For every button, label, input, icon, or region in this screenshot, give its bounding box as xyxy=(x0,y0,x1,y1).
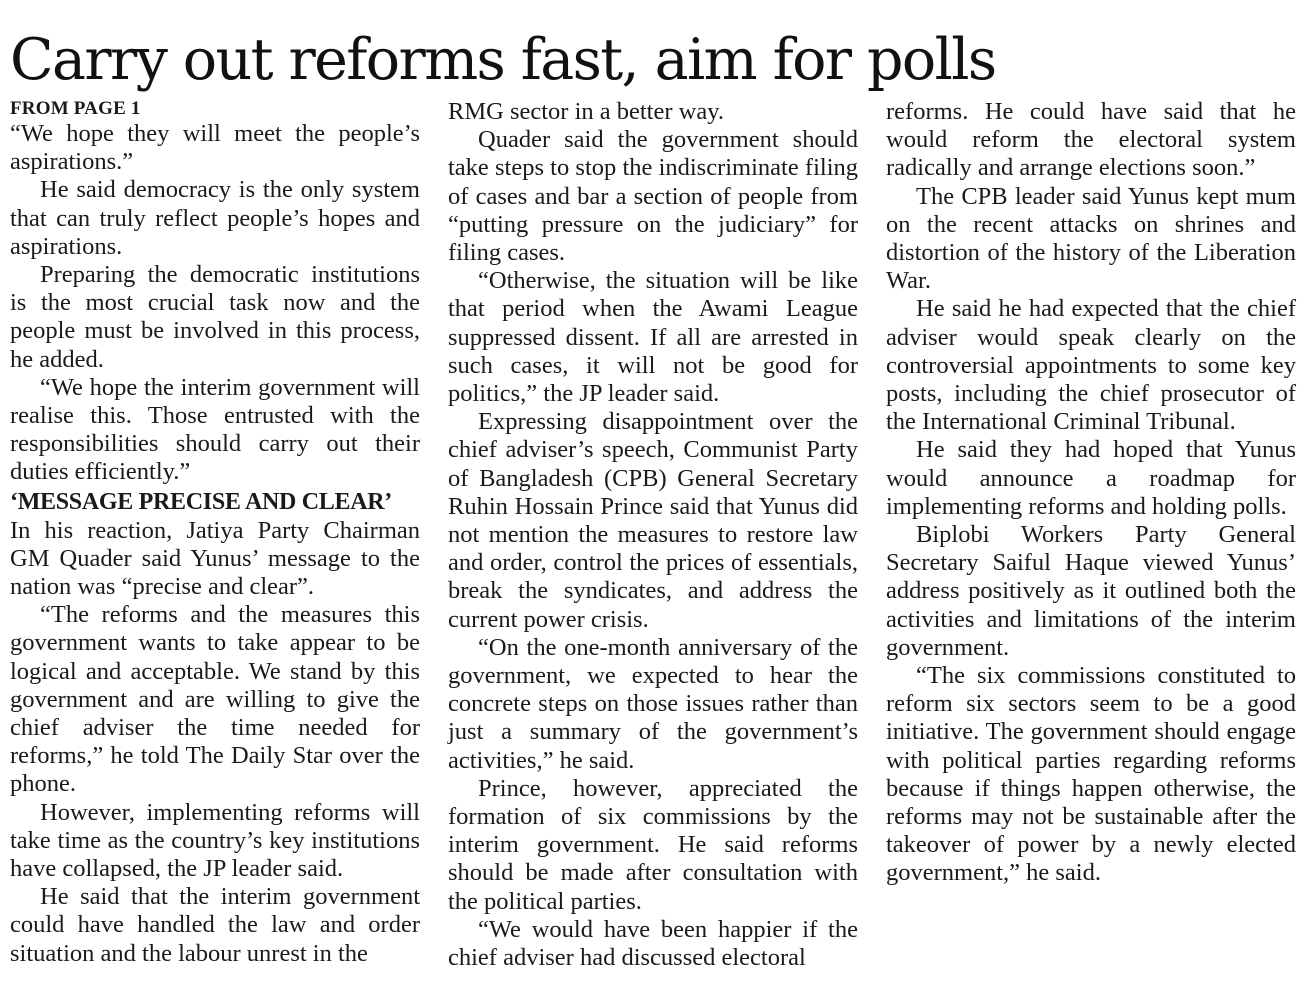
paragraph: Preparing the democratic institutions is the most crucial task now and the people must be involved in this process, he added. xyxy=(10,261,420,373)
paragraph: Quader said the government should take steps to stop the indiscriminate filing of cases and bar a section of people from “putting pressure on the judiciary” for filing cases. xyxy=(448,126,858,267)
paragraph: “Otherwise, the situation will be like that period when the Awami League suppressed dissent. If all are arrested in such cases, it will not be good for politics,” the JP leader said. xyxy=(448,267,858,408)
paragraph: In his reaction, Jatiya Party Chairman GM Quader said Yunus’ message to the nation was “precise and clear”. xyxy=(10,516,420,601)
paragraph: The CPB leader said Yunus kept mum on the recent attacks on shrines and distortion of the history of the Liberation War. xyxy=(886,182,1296,295)
article-column-2 xyxy=(448,98,858,972)
paragraph: Expressing disappointment over the chief adviser’s speech, Communist Party of Bangladesh (CPB) General Secretary Ruhin Hossain Prince said that Yunus did not mention the measures to restore law and order, control the prices of essentials, break the syndicates, and address the current power crisis. xyxy=(448,408,858,633)
subheading: ‘MESSAGE PRECISE AND CLEAR’ xyxy=(10,488,392,515)
headline: Carry out reforms fast, aim for polls xyxy=(10,27,996,93)
paragraph: RMG sector in a better way. xyxy=(448,98,724,125)
article-column-1 xyxy=(10,98,420,968)
paragraph: “The six commissions constituted to reform six sectors seem to be a good initiative. The government should engage with political parties regarding reforms because if things happen otherwise, the reforms may not be sustainable after the takeover of power by a newly elected government,” he said. xyxy=(886,662,1296,887)
paragraph: “We hope they will meet the people’s aspirations.” xyxy=(10,120,420,176)
kicker-from-page-1: FROM PAGE 1 xyxy=(10,98,141,119)
paragraph: “We hope the interim government will realise this. Those entrusted with the responsibilities should carry out their duties efficiently.” xyxy=(10,373,420,486)
article-column-3 xyxy=(886,98,1296,888)
paragraph: However, implementing reforms will take time as the country’s key institutions have collapsed, the JP leader said. xyxy=(10,798,420,883)
paragraph: “We would have been happier if the chief adviser had discussed electoral xyxy=(448,915,858,972)
paragraph: Biplobi Workers Party General Secretary Saiful Haque viewed Yunus’ address positively as it outlined both the activities and limitations of the interim government. xyxy=(886,521,1296,661)
paragraph: “The reforms and the measures this government wants to take appear to be logical and acceptable. We stand by this government and are willing to give the chief adviser the time needed for reforms,” he told The Daily Star over the phone. xyxy=(10,601,420,798)
paragraph: Prince, however, appreciated the formation of six commissions by the interim government. He said reforms should be made after consultation with the political parties. xyxy=(448,774,858,915)
paragraph: He said democracy is the only system that can truly reflect people’s hopes and aspirations. xyxy=(10,176,420,260)
paragraph: He said they had hoped that Yunus would announce a roadmap for implementing reforms and holding polls. xyxy=(886,436,1296,520)
paragraph: He said he had expected that the chief adviser would speak clearly on the controversial appointments to some key posts, including the chief prosecutor of the International Criminal Tribunal. xyxy=(886,295,1296,436)
paragraph: “On the one-month anniversary of the government, we expected to hear the concrete steps on those issues rather than just a summary of the government’s activities,” he said. xyxy=(448,633,858,774)
paragraph: He said that the interim government could have handled the law and order situation and the labour unrest in the xyxy=(10,883,420,967)
paragraph: reforms. He could have said that he would reform the electoral system radically and arrange elections soon.” xyxy=(886,98,1296,182)
